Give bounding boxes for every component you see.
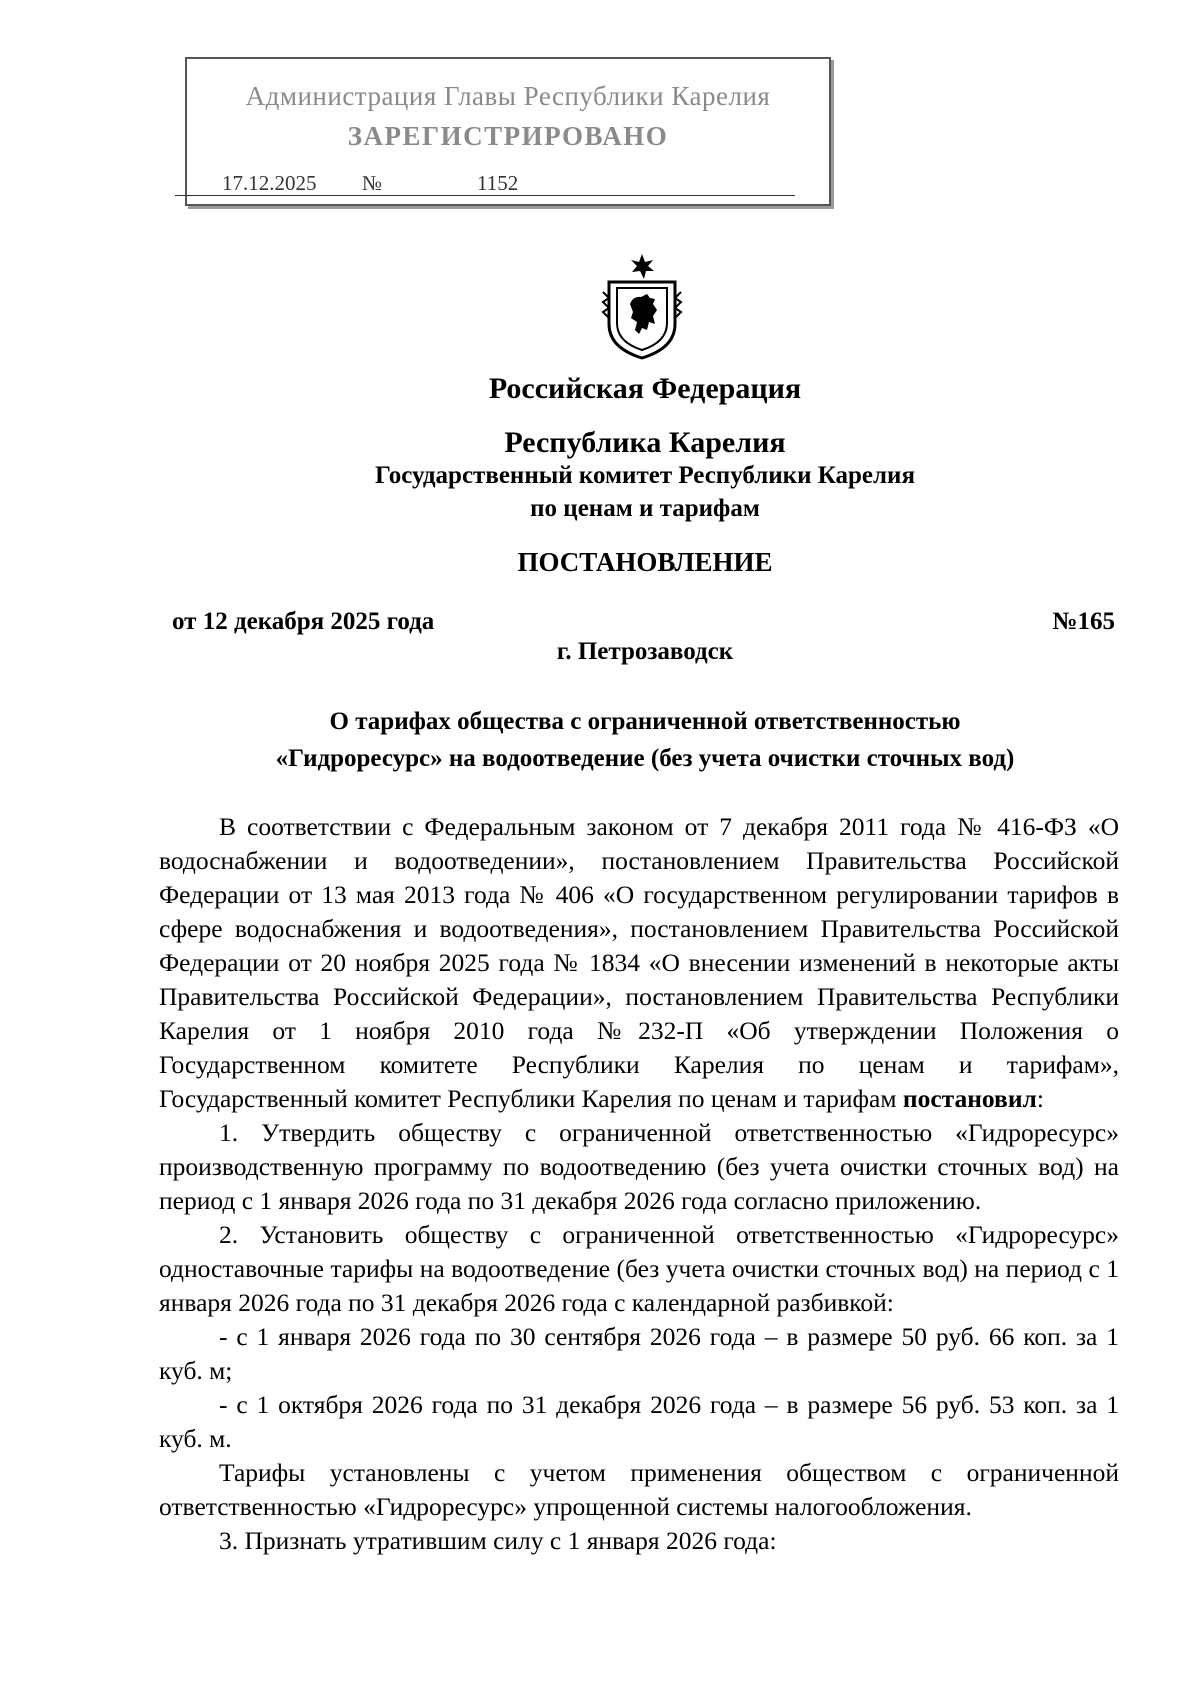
- item-3-paragraph: 3. Признать утратившим силу с 1 января 2026 года:: [219, 1526, 777, 1555]
- registration-stamp: [185, 57, 831, 206]
- preamble-text: В соответствии с Федеральным законом от 7 декабря 2011 года № 416-ФЗ «О водоснабжении и водоотведении», постановлением Правительства Российской Федерации от 13 мая 2013 года № 406 «О государственном регулировании тарифов в сфере водоснабжения и водоотведения», постановлением Правительства Российской Федерации от 20 ноября 2025 года № 1834 «О внесении изменений в некоторые акты Правительства Российской Федерации», постановлением Правительства Республики Карелия от 1 ноября 2010 года №232-П «Об утверждении Положения о Государственном комитете Республики Карелия по ценам и тарифам», Государственный комитет Республики Карелия по ценам и тарифам: [159, 812, 1119, 1113]
- document-number: №165: [1052, 608, 1115, 635]
- stamp-number-sign: №: [362, 171, 383, 195]
- coat-of-arms-icon: [597, 252, 687, 360]
- tax-note-paragraph: Тарифы установлены с учетом применения обществом с ограниченной ответственностью «Гидроресурс» упрощенной системы налогообложения.: [159, 1458, 1119, 1521]
- stamp-underline: [175, 195, 795, 196]
- committee-heading-line2: по ценам и тарифам: [530, 495, 760, 522]
- document-title-line2: «Гидроресурс» на водоотведение (без учета очистки сточных вод): [275, 745, 1015, 772]
- item-1-paragraph: 1. Утвердить обществу с ограниченной ответственностью «Гидроресурс» производственную программу по водоотведению (без учета очистки сточных вод) на период с 1 января 2026 года по 31 декабря 2026 года согласно приложению.: [159, 1118, 1119, 1215]
- item-2b-paragraph: - с 1 октября 2026 года по 31 декабря 2026 года – в размере 56 руб. 53 коп. за 1 куб. м.: [159, 1390, 1119, 1453]
- item-2-paragraph: 2. Установить обществу с ограниченной ответственностью «Гидроресурс» одноставочные тарифы на водоотведение (без учета очистки сточных вод) на период с 1 января 2026 года по 31 декабря 2026 года с календарной разбивкой:: [159, 1220, 1119, 1317]
- document-body: [159, 810, 1119, 1558]
- item-2a-paragraph: - с 1 января 2026 года по 30 сентября 2026 года – в размере 50 руб. 66 коп. за 1 куб. м;: [159, 1322, 1119, 1385]
- preamble-end: :: [1036, 1084, 1044, 1113]
- country-heading: Российская Федерация: [488, 372, 802, 405]
- republic-heading: Республика Карелия: [504, 426, 786, 459]
- stamp-registered: ЗАРЕГИСТРИРОВАНО: [347, 121, 669, 151]
- stamp-number: 1152: [477, 171, 519, 195]
- document-type: ПОСТАНОВЛЕНИЕ: [517, 547, 773, 577]
- committee-heading: Государственный комитет Республики Карелия: [375, 462, 915, 489]
- stamp-authority: Администрация Главы Республики Карелия: [245, 81, 771, 111]
- document-city: г. Петрозаводск: [556, 638, 734, 665]
- preamble-paragraph: [159, 810, 1119, 1116]
- stamp-date: 17.12.2025: [222, 171, 317, 195]
- document-date: от 12 декабря 2025 года: [172, 608, 435, 635]
- document-title-line1: О тарифах общества с ограниченной ответственностью: [329, 708, 961, 735]
- preamble-bold-word: постановил: [902, 1084, 1037, 1113]
